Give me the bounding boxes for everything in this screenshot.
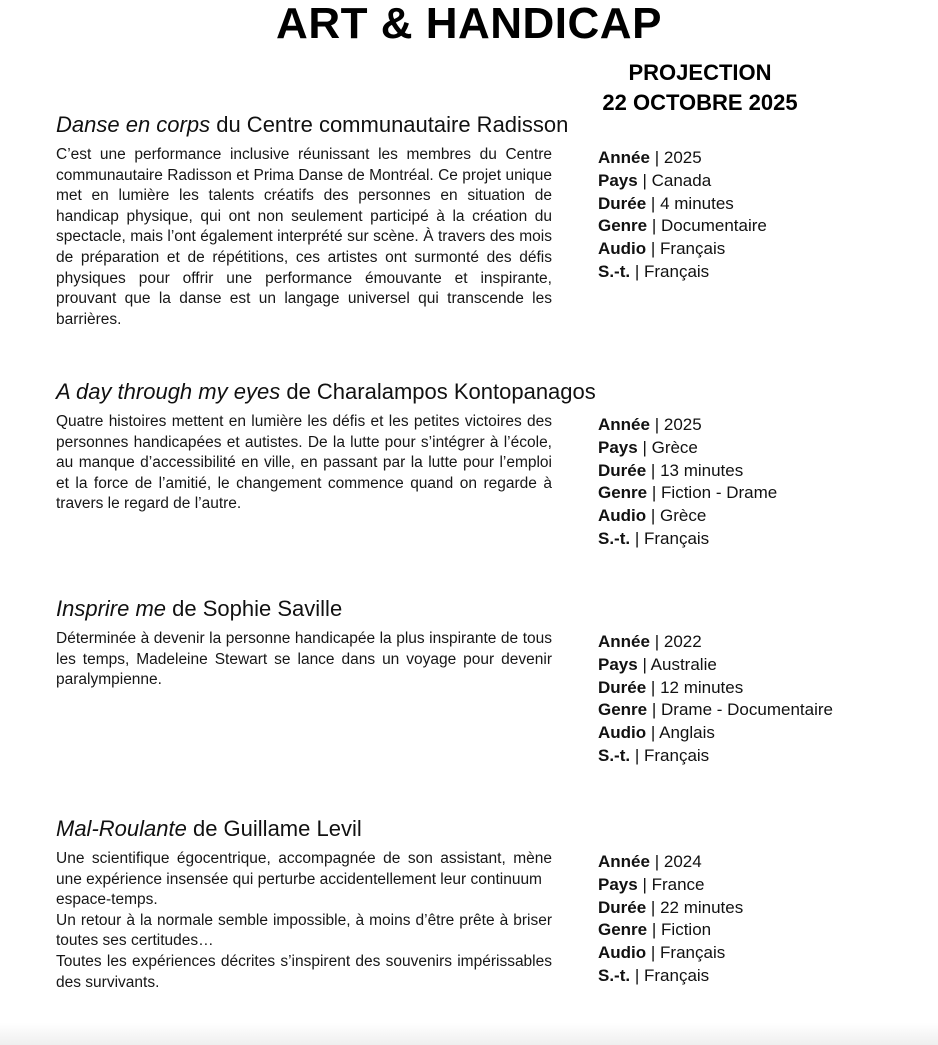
spec-value: | xyxy=(650,677,656,697)
spec-value: Grèce xyxy=(651,437,698,457)
description-paragraph: Toutes les expériences décrites s’inspirent des souvenirs impérissables des survivants. xyxy=(56,952,552,991)
spec-label: S.-t. xyxy=(598,261,631,281)
spec-label: S.-t. xyxy=(598,745,631,765)
description-paragraph: espace-temps. xyxy=(56,891,158,909)
spec-year xyxy=(598,851,743,874)
description-paragraph: Un retour à la normale semble impossible, à moins d’être prête à briser toutes ses certitudes… xyxy=(56,911,552,950)
description-paragraph: Quatre histoires mettent en lumière les défis et les petites victoires des personnes handicapées et autistes. De la lutte pour s’intégrer à l’école, au manque d’accessibilité en ville, en passant par la lutte pour l’emploi et la force de l’amitié, le changement commence quand on regarde à travers le regard de l’autre. xyxy=(56,413,552,513)
spec-label: Pays xyxy=(598,654,638,674)
spec-value: | xyxy=(634,261,640,281)
film-specs xyxy=(598,147,767,284)
spec-value: Fiction xyxy=(661,920,712,940)
spec-value: | xyxy=(650,193,656,213)
spec-label: Audio xyxy=(598,239,647,259)
spec-subtitles xyxy=(598,965,743,988)
spec-subtitles xyxy=(598,745,833,768)
film-description xyxy=(56,145,552,330)
spec-label: Pays xyxy=(598,437,638,457)
film-author: de Charalampos Kontopanagos xyxy=(286,379,596,404)
film-specs xyxy=(598,414,777,551)
spec-label: Audio xyxy=(598,506,647,526)
spec-value: | xyxy=(634,745,640,765)
spec-label: Pays xyxy=(598,874,638,894)
spec-label: Durée xyxy=(598,897,647,917)
spec-value: | xyxy=(650,723,656,743)
spec-value: | xyxy=(650,943,656,963)
spec-duration xyxy=(598,193,767,216)
spec-label: Durée xyxy=(598,677,647,697)
spec-label: Année xyxy=(598,852,650,871)
spec-country xyxy=(598,874,743,897)
description-paragraph: Déterminée à devenir la personne handicapée la plus inspirante de tous les temps, Madeleine Stewart se lance dans un voyage pour devenir paralympienne. xyxy=(56,630,552,689)
spec-audio xyxy=(598,505,777,528)
spec-value: France xyxy=(651,874,705,894)
film-title: A day through my eyes xyxy=(56,379,281,404)
spec-value: | xyxy=(650,897,656,917)
spec-country xyxy=(598,170,767,193)
film-section xyxy=(56,111,876,330)
spec-year xyxy=(598,414,777,437)
spec-subtitles xyxy=(598,528,777,551)
spec-label: Année xyxy=(598,415,650,434)
spec-year xyxy=(598,631,833,654)
film-description xyxy=(56,412,552,515)
spec-value: Canada xyxy=(651,170,712,190)
spec-label: Genre xyxy=(598,483,648,503)
spec-value: Anglais xyxy=(659,723,715,743)
film-heading xyxy=(56,378,876,406)
spec-value: | xyxy=(654,415,660,434)
spec-label: Pays xyxy=(598,170,638,190)
spec-value: 4 minutes xyxy=(660,193,734,213)
spec-value: | xyxy=(651,216,657,236)
spec-label: Audio xyxy=(598,723,647,743)
film-title: Insprire me xyxy=(56,596,167,621)
spec-label: Durée xyxy=(598,460,647,480)
film-description xyxy=(56,629,552,691)
spec-label: Genre xyxy=(598,700,648,720)
spec-value: Français xyxy=(644,261,710,281)
spec-label: Audio xyxy=(598,943,647,963)
spec-genre xyxy=(598,699,833,722)
spec-label: Genre xyxy=(598,920,648,940)
spec-value: Français xyxy=(644,528,710,548)
spec-value: | xyxy=(634,965,640,985)
spec-value: | xyxy=(650,239,656,259)
spec-value: | xyxy=(654,148,660,167)
spec-value: | xyxy=(654,852,660,871)
film-author: du Centre communautaire Radisson xyxy=(216,112,569,137)
spec-value: Australie xyxy=(650,654,717,674)
film-title: Mal-Roulante xyxy=(56,816,187,841)
spec-value: | xyxy=(642,654,647,674)
spec-value: Documentaire xyxy=(661,216,767,236)
spec-value: Français xyxy=(644,745,710,765)
spec-value: | xyxy=(650,506,656,526)
film-heading xyxy=(56,595,876,623)
spec-value: | xyxy=(654,632,660,651)
spec-subtitles xyxy=(598,261,767,284)
spec-value: | xyxy=(634,528,640,548)
page-title: ART & HANDICAP xyxy=(276,0,662,48)
projection-label: PROJECTION xyxy=(628,60,772,85)
film-author: de Sophie Saville xyxy=(172,596,343,621)
spec-value: | xyxy=(651,483,657,503)
film-author: de Guillame Levil xyxy=(192,816,362,841)
description-paragraph: C’est une performance inclusive réunissant les membres du Centre communautaire Radisson et Prima Danse de Montréal. Ce projet unique met en lumière les talents créatifs des personnes en situation de handicap physique, qui ont non seulement participé à la création du spectacle, mais l’ont également interprété sur scène. À travers des mois de préparation et de répétitions, ces artistes ont surmonté des défis physiques pour offrir une performance émouvante et inspirante, prouvant que la danse est un langage universel qui transcende les barrières. xyxy=(56,146,552,328)
projection-info xyxy=(560,58,840,118)
page-bottom-shadow xyxy=(0,1023,938,1045)
film-specs xyxy=(598,851,743,988)
film-section xyxy=(56,595,876,765)
spec-duration xyxy=(598,897,743,920)
spec-label: Durée xyxy=(598,193,647,213)
spec-value: 12 minutes xyxy=(660,677,744,697)
description-paragraph: Une scientifique égocentrique, accompagnée de son assistant, mène une expérience insensée qui perturbe accidentellement leur continuum xyxy=(56,850,552,888)
spec-value: 13 minutes xyxy=(660,460,744,480)
spec-value: Français xyxy=(660,943,726,963)
spec-label: Année xyxy=(598,632,650,651)
spec-value: 2025 xyxy=(663,415,702,434)
film-specs xyxy=(598,631,833,768)
film-section xyxy=(56,378,876,548)
film-heading xyxy=(56,815,876,843)
spec-value: | xyxy=(651,920,657,940)
spec-audio xyxy=(598,722,833,745)
spec-value: Fiction - Drame xyxy=(661,483,778,503)
spec-label: Genre xyxy=(598,216,648,236)
spec-value: Français xyxy=(660,239,726,259)
spec-value: Français xyxy=(644,965,710,985)
spec-value: | xyxy=(642,437,647,457)
spec-label: S.-t. xyxy=(598,528,631,548)
spec-value: | xyxy=(650,460,656,480)
film-description xyxy=(56,849,552,993)
spec-year xyxy=(598,147,767,170)
film-heading xyxy=(56,111,876,139)
spec-label: Année xyxy=(598,148,650,167)
projection-date: 22 OCTOBRE 2025 xyxy=(602,90,798,115)
film-title: Danse en corps xyxy=(56,112,211,137)
spec-label: S.-t. xyxy=(598,965,631,985)
spec-value: 2022 xyxy=(663,632,702,651)
spec-audio xyxy=(598,238,767,261)
spec-duration xyxy=(598,677,833,700)
spec-genre xyxy=(598,215,767,238)
spec-value: | xyxy=(642,874,647,894)
spec-value: 2024 xyxy=(663,852,702,871)
spec-value: Drame - Documentaire xyxy=(661,700,833,720)
spec-value: | xyxy=(651,700,657,720)
spec-value: Grèce xyxy=(660,506,707,526)
spec-genre xyxy=(598,482,777,505)
spec-duration xyxy=(598,460,777,483)
spec-country xyxy=(598,437,777,460)
spec-value: 2025 xyxy=(663,148,702,167)
film-section xyxy=(56,815,876,993)
spec-genre xyxy=(598,919,743,942)
spec-value: | xyxy=(642,170,647,190)
spec-country xyxy=(598,654,833,677)
spec-audio xyxy=(598,942,743,965)
spec-value: 22 minutes xyxy=(660,897,744,917)
